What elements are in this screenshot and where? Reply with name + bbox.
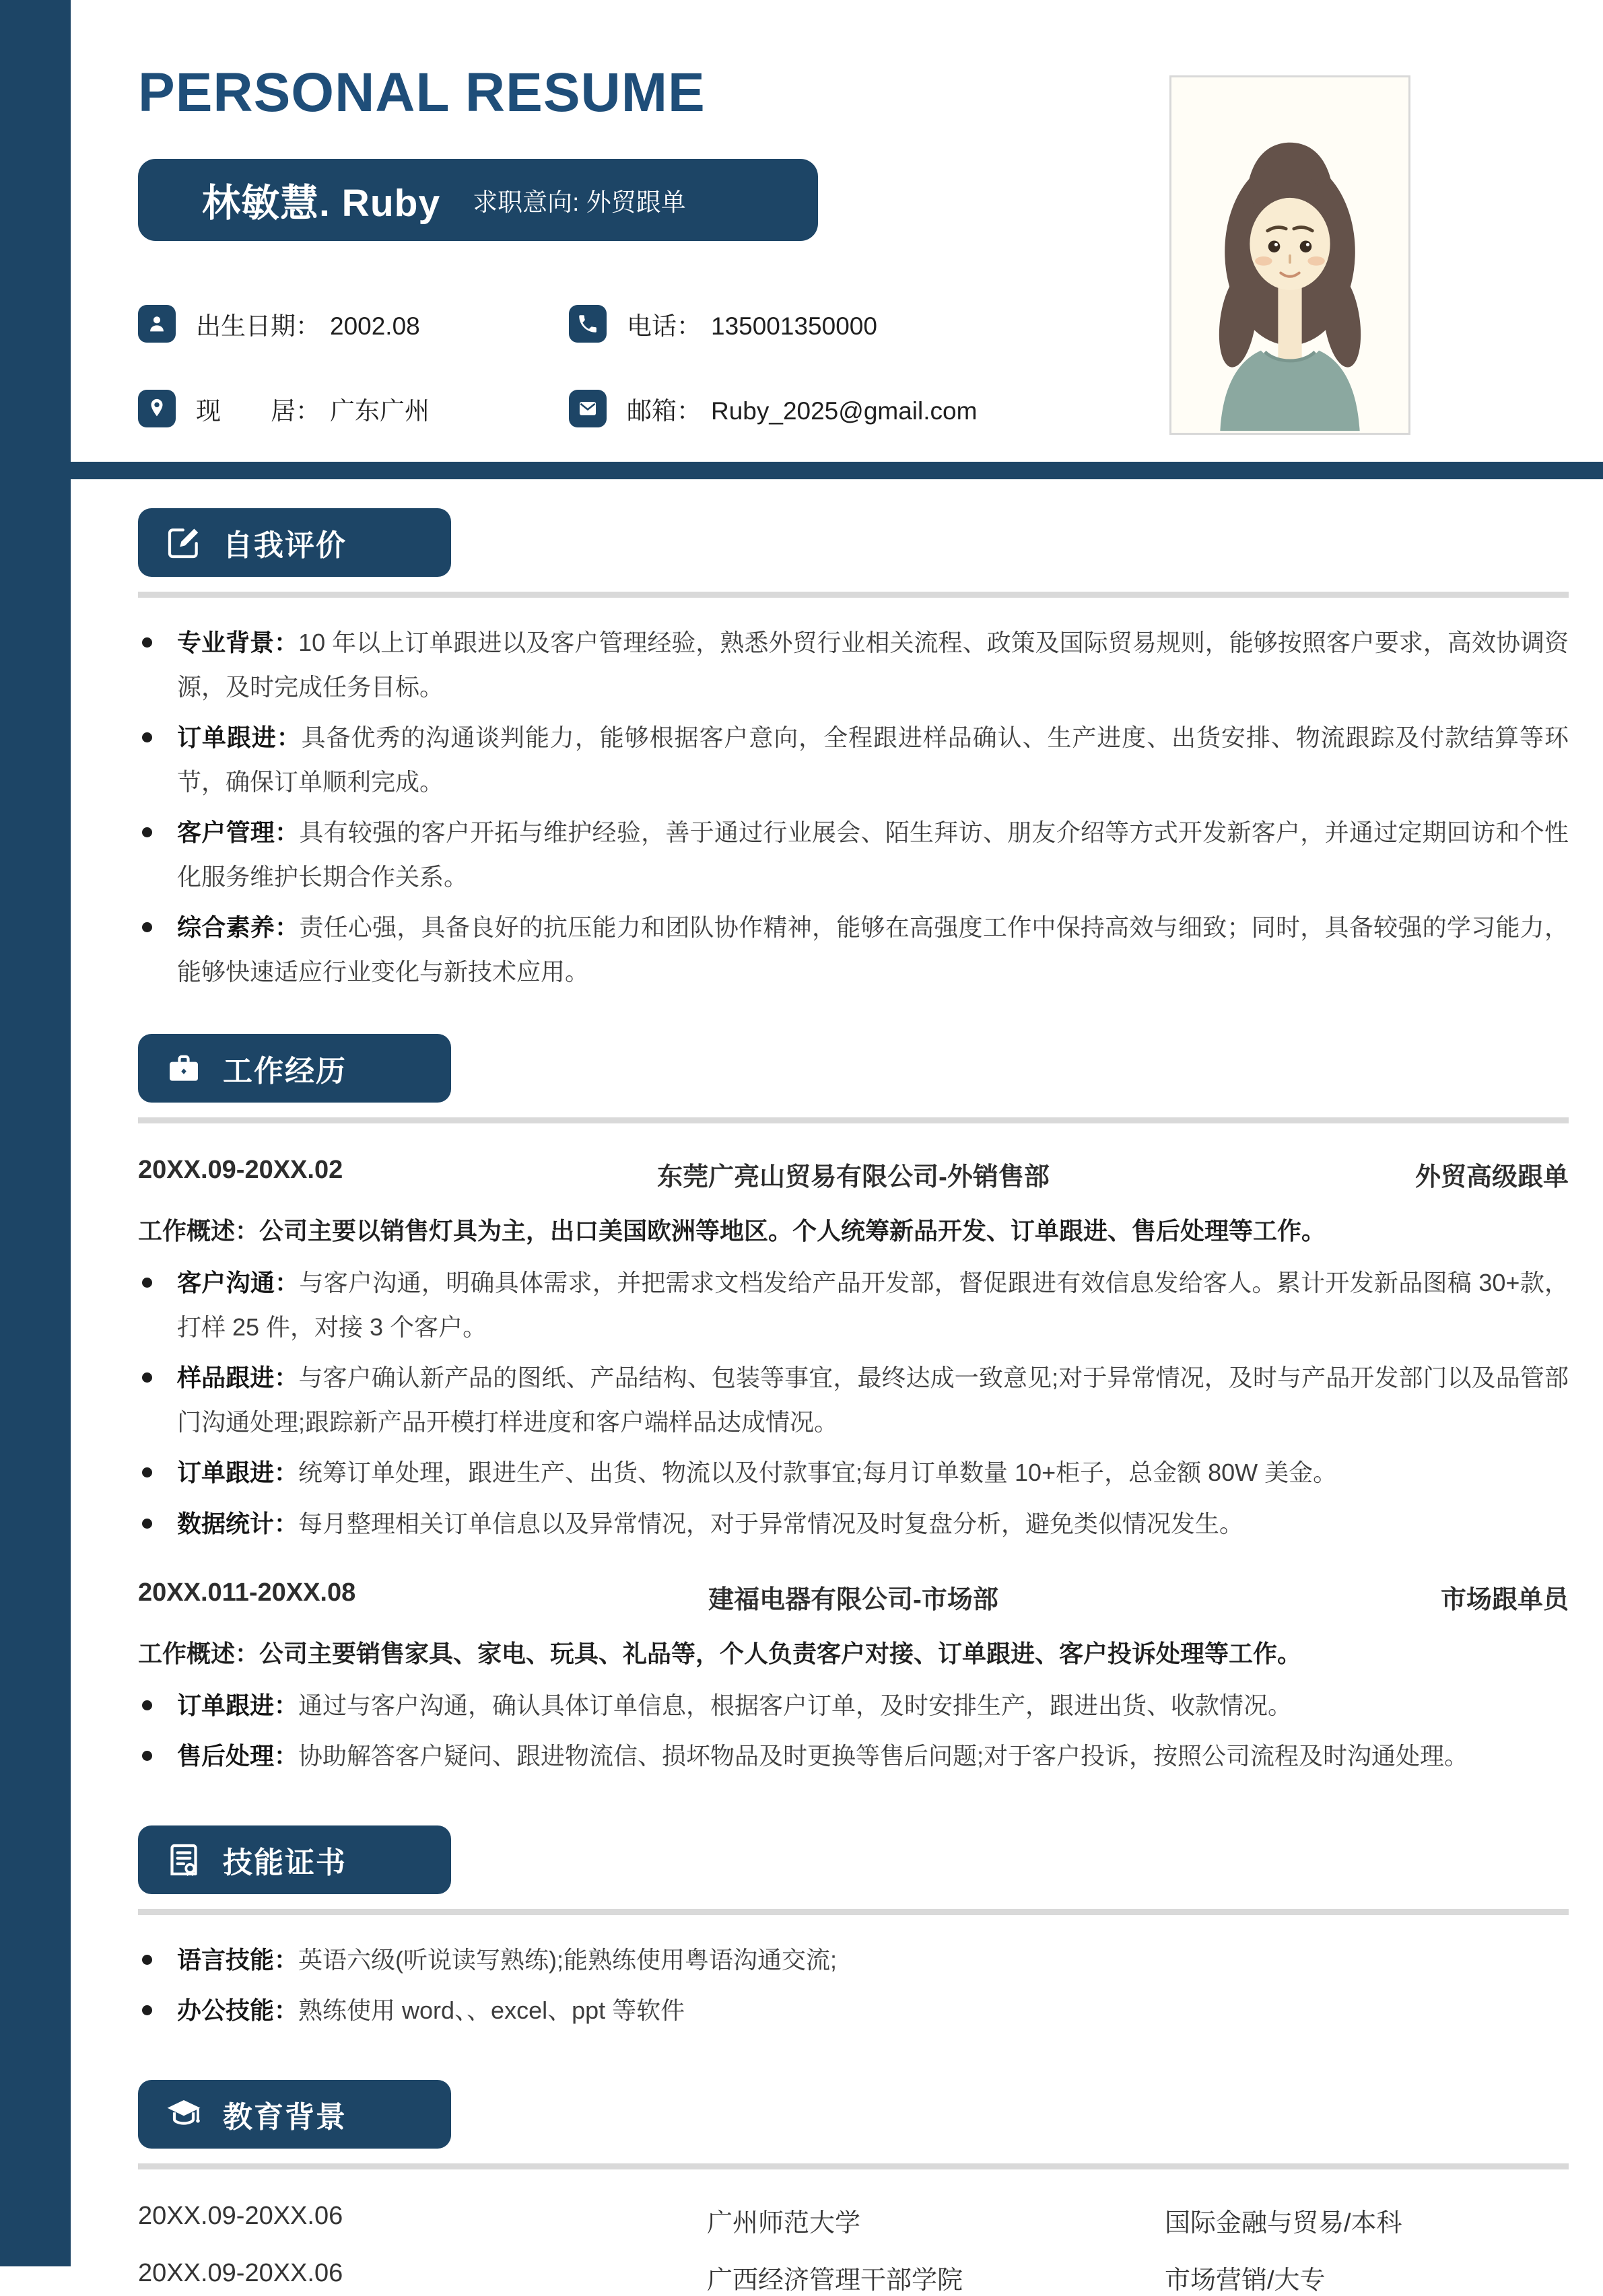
contact-text <box>196 306 420 342</box>
list-item <box>138 1988 1569 2033</box>
list-item <box>138 1683 1569 1728</box>
bullet-label: 办公技能： <box>177 1996 299 2025</box>
job-duty-list <box>138 1261 1569 1545</box>
list-item <box>138 1938 1569 1982</box>
bullet-text: 具备优秀的沟通谈判能力，能够根据客户意向，全程跟进样品确认、生产进度、出货安排、物流跟踪及付款结算等环节，确保订单顺利完成。 <box>177 724 1569 796</box>
section-self-evaluation <box>138 508 1569 994</box>
bullet-label: 专业背景： <box>177 629 299 657</box>
bullet-label: 订单跟进： <box>177 1691 299 1719</box>
job-role: 外贸高级跟单 <box>1414 1163 1569 1192</box>
list-item <box>138 1502 1569 1546</box>
education-school: 广州师范大学 <box>707 2208 861 2237</box>
edit-icon <box>165 524 203 561</box>
job-summary <box>138 1633 1569 1674</box>
contact-value: 广东广州 <box>330 397 430 425</box>
list-item <box>138 1451 1569 1495</box>
contact-value: 135001350000 <box>711 312 877 341</box>
education-table <box>138 2202 1569 2296</box>
list-item <box>138 1734 1569 1778</box>
list-item <box>138 621 1569 709</box>
job-role: 市场跟单员 <box>1440 1585 1569 1614</box>
section-badge-skills <box>138 1825 451 1894</box>
section-education <box>138 2080 1569 2296</box>
contact-text <box>627 390 977 427</box>
job-date: 20XX.09-20XX.02 <box>138 1156 343 1185</box>
contact-text <box>196 390 430 427</box>
certificate-icon <box>165 1841 203 1879</box>
contact-birth <box>138 305 569 343</box>
bullet-text: 通过与客户沟通，确认具体订单信息，根据客户订单，及时安排生产，跟进出货、收款情况。 <box>298 1691 1293 1719</box>
location-icon <box>138 390 176 427</box>
email-icon <box>569 390 607 427</box>
bullet-text: 协助解答客户疑问、跟进物流信、损坏物品及时更换等售后问题;对于客户投诉，按照公司流程及时沟通处理。 <box>298 1742 1469 1770</box>
bullet-text: 英语六级(听说读写熟练);能熟练使用粤语沟通交流; <box>298 1945 837 1974</box>
education-major: 国际金融与贸易/本科 <box>1165 2208 1402 2237</box>
section-badge-self-evaluation <box>138 508 451 577</box>
job-intent: 求职意向: 外贸跟单 <box>473 188 686 217</box>
bullet-text: 与客户确认新产品的图纸、产品结构、包装等事宜，最终达成一致意见;对于异常情况，及时与产品开发部门以及品管部门沟通处理;跟踪新产品开模打样进度和客户端样品达成情况。 <box>177 1364 1569 1436</box>
bullet-text: 与客户沟通，明确具体需求，并把需求文档发给产品开发部，督促跟进有效信息发给客人。累计开发新品图稿 30+款，打样 25 件，对接 3 个客户。 <box>177 1269 1569 1341</box>
skills-list <box>138 1938 1569 2033</box>
section-divider <box>138 592 1569 598</box>
bullet-text: 具有较强的客户开拓与维护经验，善于通过行业展会、陌生拜访、朋友介绍等方式开发新客户，并通过定期回访和个性化服务维护长期合作关系。 <box>177 819 1569 891</box>
contact-label: 邮箱： <box>627 397 702 425</box>
briefcase-icon <box>165 1049 203 1087</box>
contact-residence <box>138 390 569 427</box>
education-school: 广西经济管理干部学院 <box>707 2266 963 2295</box>
list-item <box>138 716 1569 804</box>
self-evaluation-list <box>138 621 1569 994</box>
contact-text <box>627 306 877 342</box>
education-date: 20XX.09-20XX.06 <box>138 2201 343 2230</box>
phone-icon <box>569 305 607 343</box>
contact-label: 现 居： <box>196 397 320 425</box>
section-divider <box>138 1909 1569 1915</box>
graduation-cap-icon <box>165 2095 203 2133</box>
job-date: 20XX.011-20XX.08 <box>138 1578 356 1607</box>
section-title: 工作经历 <box>223 1055 347 1088</box>
section-badge-work-experience <box>138 1034 451 1103</box>
contact-email <box>569 390 1569 427</box>
job-header <box>138 1578 1569 1615</box>
contact-value: 2002.08 <box>330 312 420 341</box>
section-title: 自我评价 <box>223 529 347 563</box>
section-skills-certificates <box>138 1825 1569 2033</box>
list-item <box>138 1261 1569 1349</box>
page-title: PERSONAL RESUME <box>138 62 706 123</box>
bullet-text: 10 年以上订单跟进以及客户管理经验，熟悉外贸行业相关流程、政策及国际贸易规则，能够按照客户要求，高效协调资源，及时完成任务目标。 <box>177 629 1569 701</box>
bullet-label: 样品跟进： <box>177 1364 299 1392</box>
section-badge-education <box>138 2080 451 2149</box>
job-company: 建福电器有限公司-市场部 <box>708 1585 998 1614</box>
section-title: 技能证书 <box>223 1846 347 1879</box>
contact-info <box>138 305 1569 427</box>
bullet-label: 售后处理： <box>177 1742 299 1770</box>
job-duty-list <box>138 1683 1569 1778</box>
summary-label: 工作概述： <box>138 1217 260 1245</box>
section-title: 教育背景 <box>223 2100 347 2134</box>
section-work-experience <box>138 1034 1569 1778</box>
content-column <box>138 64 1569 2296</box>
contact-label: 出生日期： <box>196 312 320 341</box>
list-item <box>138 1356 1569 1444</box>
section-divider <box>138 1117 1569 1123</box>
bullet-label: 语言技能： <box>177 1945 299 1974</box>
left-accent-strip <box>0 0 71 2266</box>
bullet-label: 客户管理： <box>177 819 300 847</box>
bullet-label: 综合素养： <box>177 913 300 942</box>
contact-value: Ruby_2025@gmail.com <box>711 397 978 425</box>
section-divider <box>138 2163 1569 2169</box>
list-item <box>138 905 1569 994</box>
bullet-text: 每月整理相关订单信息以及异常情况，对于异常情况及时复盘分析，避免类似情况发生。 <box>298 1509 1244 1537</box>
contact-label: 电话： <box>627 312 702 341</box>
summary-label: 工作概述： <box>138 1639 260 1667</box>
bullet-text: 统筹订单处理，跟进生产、出货、物流以及付款事宜;每月订单数量 10+柜子，总金额 80W 美金。 <box>298 1459 1338 1487</box>
name-badge <box>138 159 818 241</box>
contact-phone <box>569 305 1569 343</box>
education-date: 20XX.09-20XX.06 <box>138 2258 343 2287</box>
list-item <box>138 810 1569 899</box>
summary-text: 公司主要以销售灯具为主，出口美国欧洲等地区。个人统筹新品开发、订单跟进、售后处理等工作。 <box>259 1217 1326 1245</box>
education-major: 市场营销/大专 <box>1165 2266 1326 2295</box>
job-company: 东莞广亮山贸易有限公司-外销售部 <box>657 1163 1050 1192</box>
job-summary <box>138 1210 1569 1251</box>
summary-text: 公司主要销售家具、家电、玩具、礼品等，个人负责客户对接、订单跟进、客户投诉处理等工作。 <box>259 1639 1302 1667</box>
person-icon <box>138 305 176 343</box>
bullet-label: 数据统计： <box>177 1509 299 1537</box>
job-header <box>138 1156 1569 1193</box>
bullet-label: 订单跟进： <box>177 724 302 752</box>
bullet-text: 熟练使用 word、、excel、ppt 等软件 <box>298 1996 685 2025</box>
bullet-text: 责任心强，具备良好的抗压能力和团队协作精神，能够在高强度工作中保持高效与细致；同时，具备较强的学习能力，能够快速适应行业变化与新技术应用。 <box>177 913 1569 985</box>
candidate-name: 林敏慧. Ruby <box>202 182 441 225</box>
bullet-label: 订单跟进： <box>177 1459 299 1487</box>
bullet-label: 客户沟通： <box>177 1269 300 1297</box>
